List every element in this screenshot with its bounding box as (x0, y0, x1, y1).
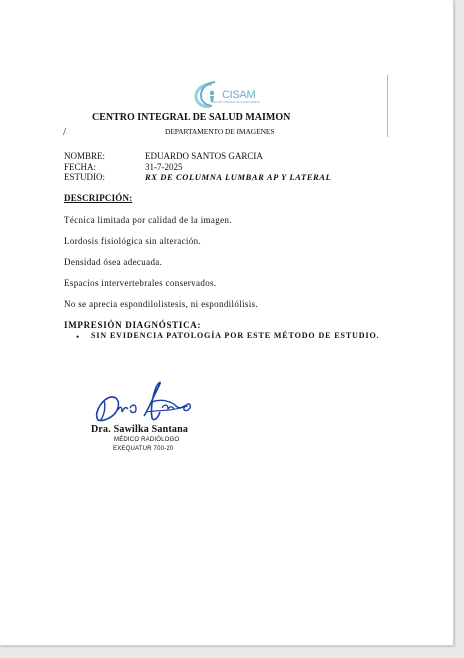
finding-line: Densidad ósea adecuada. (64, 257, 163, 267)
description-heading: DESCRIPCIÓN: (64, 193, 133, 203)
slash-mark: / (63, 126, 67, 138)
department-title: DEPARTAMENTO DE IMAGENES (165, 127, 275, 136)
center-title: CENTRO INTEGRAL DE SALUD MAIMON (92, 112, 291, 123)
name-value: EDUARDO SANTOS GARCIA (145, 151, 263, 161)
finding-line: Técnica limitada por calidad de la imagen. (64, 215, 232, 225)
handwritten-signature (92, 376, 202, 426)
finding-line: Lordosis fisiológica sin alteración. (64, 236, 202, 246)
date-label: FECHA: (64, 162, 97, 172)
doctor-role: MÉDICO RADIÓLOGO (114, 437, 180, 443)
impression-heading: IMPRESIÓN DIAGNÓSTICA: (64, 320, 202, 330)
name-label: NOMBRE: (64, 151, 106, 161)
study-label: ESTUDIO: (64, 172, 105, 182)
margin-divider (387, 75, 388, 137)
doctor-name: Dra. Sawilka Santana (91, 424, 189, 435)
date-value: 31-7-2025 (145, 162, 183, 172)
doctor-exequatur: EXEQUATUR 700-20 (113, 446, 174, 452)
logo-text: CISAM (222, 89, 256, 101)
finding-line: No se aprecia espondilolistesis, ni espondilólisis. (64, 299, 259, 309)
logo-subtext: CENTRO INTEGRAL DE SALUD MAIMON (212, 101, 260, 104)
bullet-icon: • (76, 332, 80, 342)
finding-line: Espacios intervertebrales conservados. (64, 278, 217, 288)
study-value: RX DE COLUMNA LUMBAR AP Y LATERAL (145, 172, 332, 182)
impression-bullet: SIN EVIDENCIA PATOLOGÍA POR ESTE MÉTODO DE ESTUDIO. (91, 331, 380, 340)
